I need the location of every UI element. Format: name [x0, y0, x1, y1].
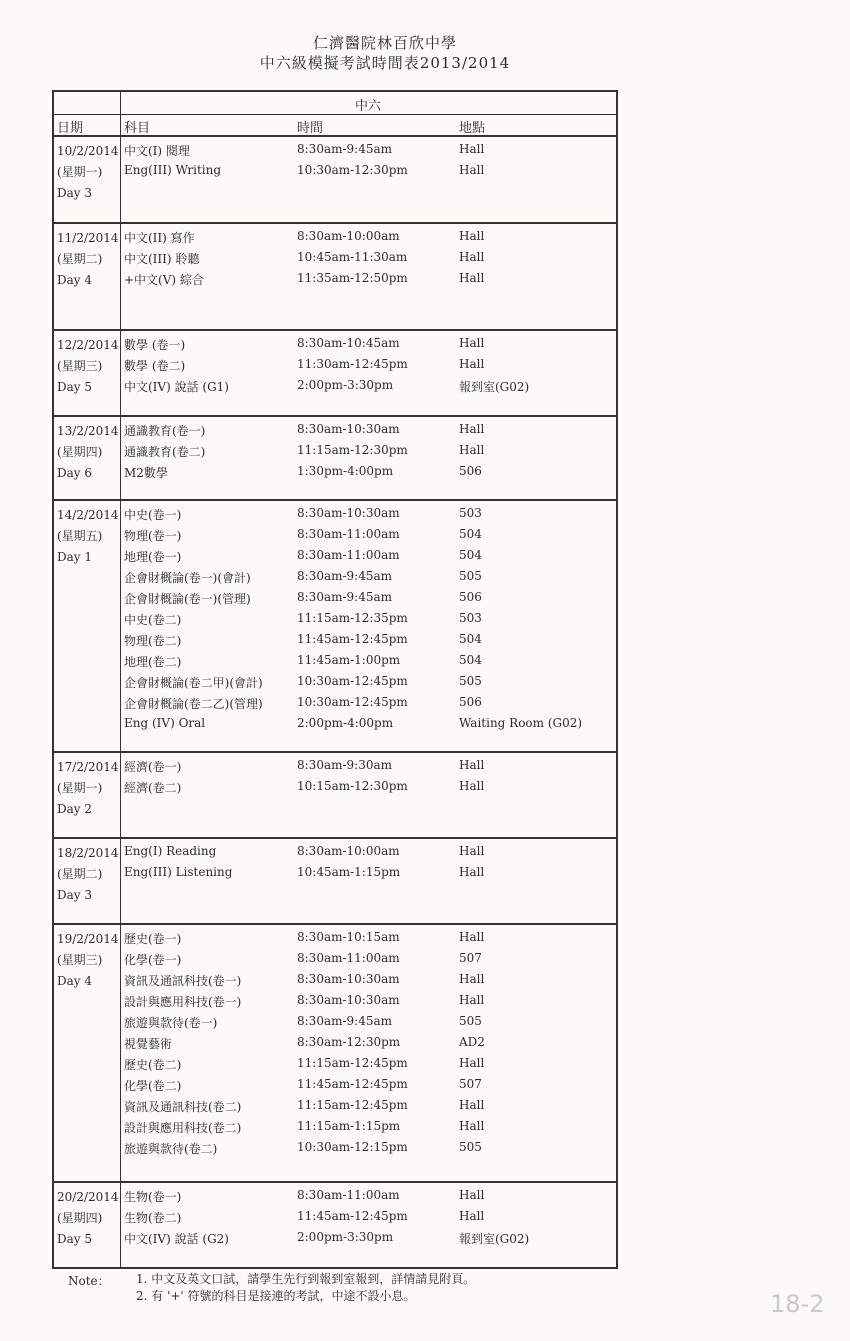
exam-location: Hall — [459, 1119, 485, 1133]
exam-time: 2:00pm-3:30pm — [297, 378, 394, 392]
exam-time: 10:30am-12:45pm — [297, 674, 408, 688]
exam-time: 8:30am-10:00am — [297, 229, 400, 243]
exam-row — [54, 930, 616, 951]
exam-location: 507 — [459, 951, 482, 965]
exam-subject: 地理(卷一) — [124, 550, 182, 564]
exam-location: 503 — [459, 506, 482, 520]
exam-time: 8:30am-10:15am — [297, 930, 400, 944]
exam-row — [54, 464, 616, 485]
exam-location: 505 — [459, 569, 482, 583]
exam-time: 8:30am-10:00am — [297, 844, 400, 858]
exam-time: 8:30am-9:45am — [297, 569, 393, 583]
exam-location: Hall — [459, 1098, 485, 1112]
exam-location: 506 — [459, 590, 482, 604]
exam-time: 11:30am-12:45pm — [297, 357, 408, 371]
exam-location: 505 — [459, 1140, 482, 1154]
exam-time: 8:30am-11:00am — [297, 527, 400, 541]
exam-location: 504 — [459, 653, 482, 667]
date-weekday: (星期二) — [57, 867, 103, 881]
exam-row — [54, 632, 616, 653]
exam-location: Hall — [459, 758, 485, 772]
exam-location: Hall — [459, 271, 485, 285]
exam-row — [54, 1119, 616, 1140]
exam-location: Hall — [459, 336, 485, 350]
date-weekday: (星期三) — [57, 953, 103, 967]
day-block — [52, 417, 618, 501]
day-block — [52, 501, 618, 753]
exam-location: Hall — [459, 142, 485, 156]
exam-location: 504 — [459, 527, 482, 541]
exam-row — [54, 716, 616, 737]
exam-location: 報到室(G02) — [459, 380, 530, 394]
day-block — [52, 137, 618, 224]
exam-subject: 視覺藝術 — [124, 1037, 173, 1051]
exam-location: Hall — [459, 844, 485, 858]
day-block — [52, 224, 618, 331]
exam-location: Hall — [459, 779, 485, 793]
exam-subject: 中文(I) 閱理 — [124, 144, 190, 158]
exam-time: 11:15am-12:30pm — [297, 443, 408, 457]
exam-location: 報到室(G02) — [459, 1232, 530, 1246]
exam-subject: 中文(III) 聆聽 — [124, 252, 200, 266]
date-cycle: Day 5 — [57, 1232, 93, 1246]
exam-subject: 生物(卷一) — [124, 1190, 182, 1204]
exam-subject: Eng(III) Writing — [124, 163, 222, 177]
date-date: 12/2/2014 — [57, 338, 119, 352]
date-date: 18/2/2014 — [57, 846, 119, 860]
exam-subject: 化學(卷一) — [124, 953, 182, 967]
date-weekday: (星期五) — [57, 529, 103, 543]
date-cycle: Day 4 — [57, 974, 93, 988]
exam-subject: 化學(卷二) — [124, 1079, 182, 1093]
exam-time: 2:00pm-4:00pm — [297, 716, 394, 730]
exam-row — [54, 865, 616, 886]
exam-location: 504 — [459, 548, 482, 562]
exam-time: 10:15am-12:30pm — [297, 779, 408, 793]
exam-time: 8:30am-11:00am — [297, 951, 400, 965]
date-date: 11/2/2014 — [57, 231, 119, 245]
exam-subject: 中文(II) 寫作 — [124, 231, 195, 245]
exam-row — [54, 1098, 616, 1119]
date-weekday: (星期一) — [57, 781, 103, 795]
exam-row — [54, 695, 616, 716]
handwritten-mark: 18-2 — [770, 1290, 825, 1318]
exam-location: Hall — [459, 443, 485, 457]
exam-time: 11:45am-12:45pm — [297, 1077, 408, 1091]
exam-subject: 數學 (卷二) — [124, 359, 186, 373]
date-cycle: Day 5 — [57, 380, 93, 394]
exam-location: Hall — [459, 422, 485, 436]
exam-subject: 歷史(卷一) — [124, 932, 182, 946]
exam-time: 8:30am-10:45am — [297, 336, 400, 350]
exam-subject: 物理(卷一) — [124, 529, 182, 543]
exam-subject: 經濟(卷二) — [124, 781, 182, 795]
exam-row — [54, 250, 616, 271]
exam-row — [54, 653, 616, 674]
date-weekday: (星期三) — [57, 359, 103, 373]
note-item: 1. 中文及英文口試，請學生先行到報到室報到，詳情請見附頁。 — [136, 1272, 476, 1286]
exam-location: Hall — [459, 930, 485, 944]
exam-subject: 設計與應用科技(卷二) — [124, 1121, 242, 1135]
exam-time: 10:30am-12:45pm — [297, 695, 408, 709]
exam-row — [54, 611, 616, 632]
exam-subject: 生物(卷二) — [124, 1211, 182, 1225]
date-date: 20/2/2014 — [57, 1190, 119, 1204]
day-block — [52, 331, 618, 417]
exam-subject: 通識教育(卷二) — [124, 445, 206, 459]
exam-time: 11:15am-12:45pm — [297, 1056, 408, 1070]
exam-location: Hall — [459, 1209, 485, 1223]
exam-location: 506 — [459, 695, 482, 709]
timetable-subtitle: 中六級模擬考試時間表2013/2014 — [259, 54, 511, 72]
exam-time: 8:30am-9:45am — [297, 1014, 393, 1028]
exam-time: 8:30am-10:30am — [297, 422, 400, 436]
exam-location: Hall — [459, 972, 485, 986]
exam-subject: 旅遊與款待(卷一) — [124, 1016, 218, 1030]
group-header-row — [52, 90, 618, 115]
exam-time: 11:15am-1:15pm — [297, 1119, 401, 1133]
date-cycle: Day 2 — [57, 802, 93, 816]
exam-row — [54, 1209, 616, 1230]
exam-subject: 企會財概論(卷二乙)(管理) — [124, 697, 263, 711]
col-date-header: 日期 — [57, 121, 84, 136]
exam-subject: 數學 (卷一) — [124, 338, 186, 352]
exam-row — [54, 779, 616, 800]
exam-location: Hall — [459, 229, 485, 243]
exam-row — [54, 569, 616, 590]
exam-time: 8:30am-9:45am — [297, 590, 393, 604]
exam-location: 503 — [459, 611, 482, 625]
exam-row — [54, 951, 616, 972]
col-subject-header: 科目 — [124, 121, 151, 136]
exam-row — [54, 1056, 616, 1077]
exam-subject: 中史(卷二) — [124, 613, 182, 627]
exam-row — [54, 506, 616, 527]
exam-time: 8:30am-12:30pm — [297, 1035, 401, 1049]
day-block — [52, 1183, 618, 1269]
exam-row — [54, 422, 616, 443]
note-item: 2. 有 '+' 符號的科目是接連的考試，中途不設小息。 — [136, 1289, 416, 1303]
exam-subject: 企會財概論(卷一)(會計) — [124, 571, 251, 585]
exam-time: 8:30am-9:45am — [297, 142, 393, 156]
exam-time: 11:15am-12:45pm — [297, 1098, 408, 1112]
exam-row — [54, 163, 616, 184]
exam-row — [54, 357, 616, 378]
exam-time: 1:30pm-4:00pm — [297, 464, 394, 478]
exam-location: 504 — [459, 632, 482, 646]
column-header-row — [52, 115, 618, 137]
date-cycle: Day 3 — [57, 186, 93, 200]
exam-location: 506 — [459, 464, 482, 478]
exam-subject: 旅遊與款待(卷二) — [124, 1142, 218, 1156]
exam-subject: Eng(I) Reading — [124, 844, 217, 858]
exam-subject: +中文(V) 綜合 — [124, 273, 204, 287]
exam-row — [54, 527, 616, 548]
exam-subject: 歷史(卷二) — [124, 1058, 182, 1072]
exam-location: AD2 — [459, 1035, 485, 1049]
exam-row — [54, 1077, 616, 1098]
exam-row — [54, 1140, 616, 1161]
exam-location: 505 — [459, 674, 482, 688]
exam-row — [54, 229, 616, 250]
exam-row — [54, 271, 616, 292]
exam-time: 8:30am-10:30am — [297, 506, 400, 520]
group-label: 中六 — [354, 99, 381, 114]
exam-location: Hall — [459, 357, 485, 371]
exam-subject: 中文(IV) 說話 (G1) — [124, 380, 229, 394]
date-date: 19/2/2014 — [57, 932, 119, 946]
exam-timetable — [52, 90, 618, 1269]
date-date: 14/2/2014 — [57, 508, 119, 522]
exam-location: Waiting Room (G02) — [459, 716, 583, 730]
exam-time: 10:45am-1:15pm — [297, 865, 401, 879]
date-weekday: (星期二) — [57, 252, 103, 266]
exam-row — [54, 674, 616, 695]
exam-time: 10:30am-12:30pm — [297, 163, 408, 177]
col-time-header: 時間 — [297, 121, 324, 136]
exam-subject: 企會財概論(卷一)(管理) — [124, 592, 251, 606]
exam-time: 2:00pm-3:30pm — [297, 1230, 394, 1244]
exam-time: 8:30am-11:00am — [297, 548, 400, 562]
exam-subject: 經濟(卷一) — [124, 760, 182, 774]
exam-location: Hall — [459, 163, 485, 177]
exam-subject: 地理(卷二) — [124, 655, 182, 669]
exam-row — [54, 443, 616, 464]
exam-subject: 設計與應用科技(卷一) — [124, 995, 242, 1009]
exam-subject: M2數學 — [124, 466, 168, 480]
day-block — [52, 925, 618, 1183]
exam-row — [54, 378, 616, 399]
date-cycle: Day 1 — [57, 550, 93, 564]
exam-time: 11:15am-12:35pm — [297, 611, 408, 625]
exam-subject: 中史(卷一) — [124, 508, 182, 522]
date-date: 17/2/2014 — [57, 760, 119, 774]
exam-subject: 資訊及通訊科技(卷二) — [124, 1100, 242, 1114]
school-title: 仁濟醫院林百欣中學 — [312, 34, 457, 52]
exam-location: Hall — [459, 1056, 485, 1070]
exam-row — [54, 142, 616, 163]
note-label: Note： — [68, 1274, 110, 1288]
exam-subject: 資訊及通訊科技(卷一) — [124, 974, 242, 988]
exam-location: Hall — [459, 250, 485, 264]
exam-subject: Eng(III) Listening — [124, 865, 233, 879]
exam-row — [54, 844, 616, 865]
date-date: 10/2/2014 — [57, 144, 119, 158]
date-cycle: Day 3 — [57, 888, 93, 902]
exam-time: 8:30am-11:00am — [297, 1188, 400, 1202]
exam-row — [54, 1014, 616, 1035]
exam-subject: 物理(卷二) — [124, 634, 182, 648]
exam-location: 505 — [459, 1014, 482, 1028]
date-date: 13/2/2014 — [57, 424, 119, 438]
exam-subject: 中文(IV) 說話 (G2) — [124, 1232, 229, 1246]
date-weekday: (星期四) — [57, 445, 103, 459]
exam-time: 8:30am-10:30am — [297, 972, 400, 986]
exam-location: 507 — [459, 1077, 482, 1091]
col-location-header: 地點 — [459, 121, 486, 136]
date-cycle: Day 4 — [57, 273, 93, 287]
exam-row — [54, 336, 616, 357]
exam-location: Hall — [459, 865, 485, 879]
exam-subject: 企會財概論(卷二甲)(會計) — [124, 676, 263, 690]
exam-row — [54, 548, 616, 569]
exam-row — [54, 590, 616, 611]
date-cycle: Day 6 — [57, 466, 93, 480]
exam-time: 8:30am-10:30am — [297, 993, 400, 1007]
exam-time: 10:45am-11:30am — [297, 250, 408, 264]
exam-time: 11:45am-1:00pm — [297, 653, 401, 667]
exam-subject: Eng (IV) Oral — [124, 716, 206, 730]
day-block — [52, 753, 618, 839]
exam-subject: 通識教育(卷一) — [124, 424, 206, 438]
exam-time: 11:45am-12:45pm — [297, 1209, 408, 1223]
exam-row — [54, 1230, 616, 1251]
exam-time: 10:30am-12:15pm — [297, 1140, 408, 1154]
exam-location: Hall — [459, 993, 485, 1007]
exam-time: 11:45am-12:45pm — [297, 632, 408, 646]
day-block — [52, 839, 618, 925]
exam-row — [54, 993, 616, 1014]
date-weekday: (星期一) — [57, 165, 103, 179]
exam-row — [54, 1188, 616, 1209]
exam-row — [54, 972, 616, 993]
exam-row — [54, 758, 616, 779]
exam-time: 11:35am-12:50pm — [297, 271, 408, 285]
exam-location: Hall — [459, 1188, 485, 1202]
exam-row — [54, 1035, 616, 1056]
exam-time: 8:30am-9:30am — [297, 758, 393, 772]
date-weekday: (星期四) — [57, 1211, 103, 1225]
